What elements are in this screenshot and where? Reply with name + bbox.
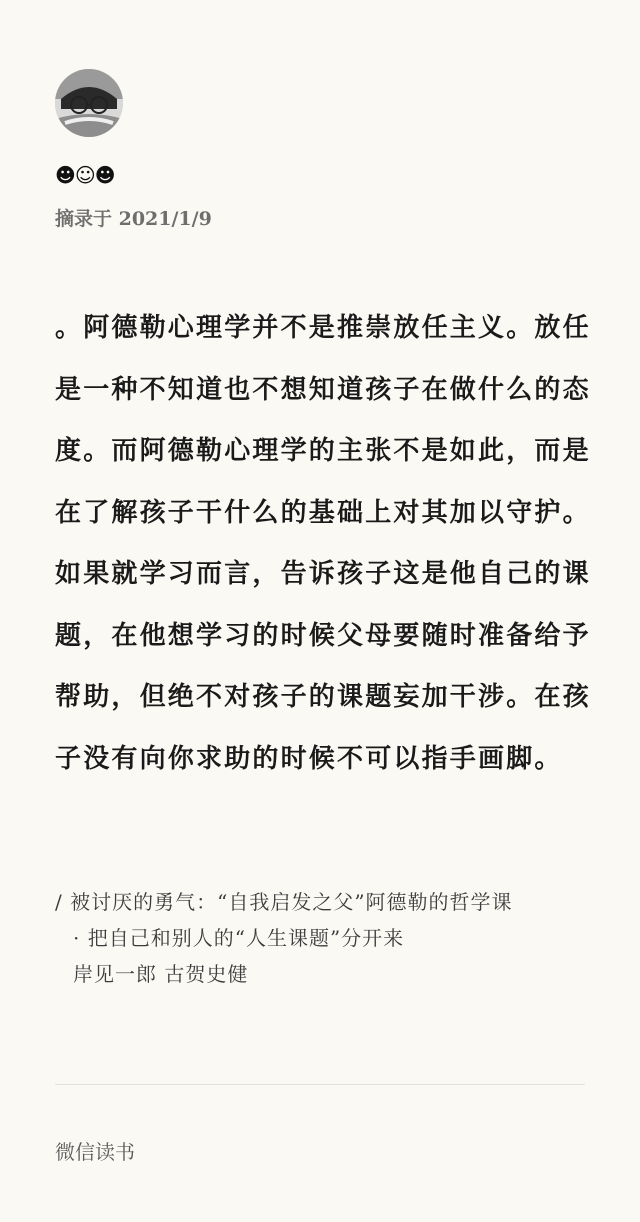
quote-text: 。阿德勒心理学并不是推崇放任主义。放任是一种不知道也不想知道孩子在做什么的态度。而阿德勒心理学的主张不是如此，而是在了解孩子干什么的基础上对其加以守护。如果就学习而言，告诉孩子这是他自己的课题，在他想学习的时候父母要随时准备给予帮助，但绝不对孩子的课题妄加干涉。在孩子没有向你求助的时候不可以指手画脚。 xyxy=(55,313,591,774)
user-nickname: ☻☺☻ xyxy=(55,163,115,187)
book-source[interactable] xyxy=(55,884,595,992)
excerpt-date: 摘录于 2021/1/9 xyxy=(55,208,212,230)
authors-line: 岸见一郎 古贺史健 xyxy=(73,962,249,986)
chapter-line: · 把自己和别人的“人生课题”分开来 xyxy=(73,926,405,950)
book-title-line: / 被讨厌的勇气：“自我启发之父”阿德勒的哲学课 xyxy=(55,890,513,914)
avatar[interactable] xyxy=(55,69,123,137)
avatar-image xyxy=(55,69,123,137)
app-name: 微信读书 xyxy=(55,1140,135,1164)
divider xyxy=(55,1084,585,1085)
